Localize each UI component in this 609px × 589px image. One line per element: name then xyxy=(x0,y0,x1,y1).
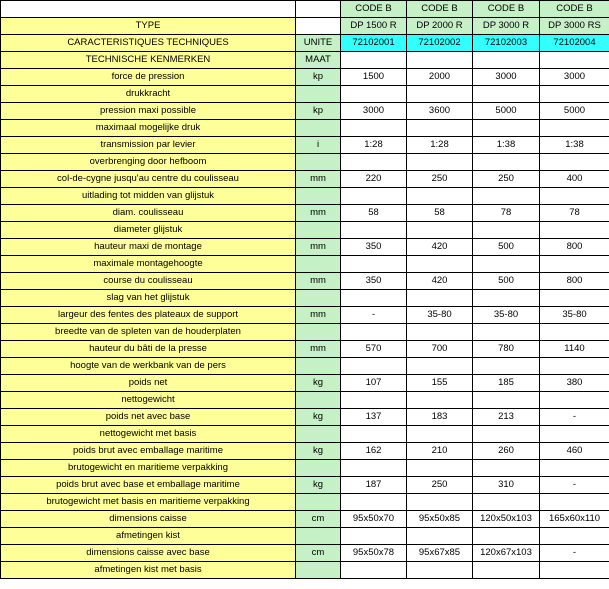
spec-row xyxy=(1,205,609,222)
ref-cell-4: 72102004 xyxy=(540,35,609,52)
spec-value-3: 185 xyxy=(473,375,540,392)
spec-label: uitlading tot midden van glijstuk xyxy=(1,188,296,205)
spec-value-1 xyxy=(341,154,407,171)
spec-value-4 xyxy=(540,426,609,443)
spec-value-2: 250 xyxy=(407,477,473,494)
spec-value-2: 420 xyxy=(407,273,473,290)
spec-value-2: 95x67x85 xyxy=(407,545,473,562)
spec-value-2 xyxy=(407,256,473,273)
spec-value-3: 250 xyxy=(473,171,540,188)
spec-value-1 xyxy=(341,324,407,341)
spec-value-4 xyxy=(540,324,609,341)
spec-value-1: 220 xyxy=(341,171,407,188)
type-cell-3: DP 3000 R xyxy=(473,18,540,35)
spec-row xyxy=(1,545,609,562)
spec-value-2: 420 xyxy=(407,239,473,256)
spec-value-2 xyxy=(407,528,473,545)
spec-unit xyxy=(296,528,341,545)
spec-value-1 xyxy=(341,222,407,239)
unit-nl-header: MAAT xyxy=(296,52,341,69)
spec-value-4: - xyxy=(540,409,609,426)
spec-value-1 xyxy=(341,528,407,545)
spec-row xyxy=(1,137,609,154)
spec-value-1 xyxy=(341,86,407,103)
spec-label: nettogewicht xyxy=(1,392,296,409)
spec-row xyxy=(1,307,609,324)
spec-unit xyxy=(296,460,341,477)
spec-label: nettogewicht met basis xyxy=(1,426,296,443)
spec-label: afmetingen kist met basis xyxy=(1,562,296,579)
spec-value-2: 210 xyxy=(407,443,473,460)
spec-unit xyxy=(296,562,341,579)
spec-unit: kg xyxy=(296,409,341,426)
spec-row xyxy=(1,511,609,528)
spec-value-3: 5000 xyxy=(473,103,540,120)
code-cell-1: CODE B xyxy=(341,1,407,18)
spec-row xyxy=(1,494,609,511)
spec-row xyxy=(1,443,609,460)
tech-nl-label: TECHNISCHE KENMERKEN xyxy=(1,52,296,69)
code-cell-2: CODE B xyxy=(407,1,473,18)
spec-value-3: 3000 xyxy=(473,69,540,86)
spec-row xyxy=(1,154,609,171)
spec-value-3 xyxy=(473,86,540,103)
spec-value-3 xyxy=(473,562,540,579)
spec-unit xyxy=(296,256,341,273)
spec-value-4 xyxy=(540,222,609,239)
spec-unit xyxy=(296,86,341,103)
ref-cell-3: 72102003 xyxy=(473,35,540,52)
spec-unit xyxy=(296,392,341,409)
spec-value-2: 95x50x85 xyxy=(407,511,473,528)
spec-label: course du coulisseau xyxy=(1,273,296,290)
spec-value-1 xyxy=(341,188,407,205)
tech-fr-row xyxy=(1,35,609,52)
spec-value-2 xyxy=(407,494,473,511)
spec-row xyxy=(1,358,609,375)
spec-label: poids net xyxy=(1,375,296,392)
spec-value-3: 120x67x103 xyxy=(473,545,540,562)
spec-row xyxy=(1,120,609,137)
spec-value-1: 350 xyxy=(341,273,407,290)
spec-value-2 xyxy=(407,290,473,307)
spec-value-3: 120x50x103 xyxy=(473,511,540,528)
spec-unit xyxy=(296,120,341,137)
spec-row xyxy=(1,273,609,290)
spec-value-2 xyxy=(407,120,473,137)
tech-nl-cell-4 xyxy=(540,52,609,69)
spec-row xyxy=(1,290,609,307)
spec-value-4: 800 xyxy=(540,239,609,256)
code-row-unit-cell xyxy=(296,1,341,18)
spec-unit: kg xyxy=(296,375,341,392)
spec-unit: mm xyxy=(296,205,341,222)
spec-value-1: 1:28 xyxy=(341,137,407,154)
spec-value-3 xyxy=(473,528,540,545)
spec-unit: mm xyxy=(296,239,341,256)
type-unit-cell xyxy=(296,18,341,35)
spec-value-2: 1:28 xyxy=(407,137,473,154)
spec-unit: mm xyxy=(296,307,341,324)
spec-value-3 xyxy=(473,222,540,239)
spec-value-4: 3000 xyxy=(540,69,609,86)
spec-label: poids net avec base xyxy=(1,409,296,426)
spec-value-3 xyxy=(473,324,540,341)
spec-row xyxy=(1,239,609,256)
spec-value-4 xyxy=(540,154,609,171)
spec-value-3 xyxy=(473,188,540,205)
unit-fr-header: UNITE xyxy=(296,35,341,52)
spec-row xyxy=(1,375,609,392)
spec-value-1 xyxy=(341,120,407,137)
spec-value-1 xyxy=(341,494,407,511)
spec-unit: mm xyxy=(296,171,341,188)
code-row-label-cell xyxy=(1,1,296,18)
spec-unit: kp xyxy=(296,103,341,120)
spec-value-4: - xyxy=(540,545,609,562)
type-cell-1: DP 1500 R xyxy=(341,18,407,35)
spec-label: hauteur maxi de montage xyxy=(1,239,296,256)
spec-value-3 xyxy=(473,120,540,137)
spec-label: drukkracht xyxy=(1,86,296,103)
spec-value-2 xyxy=(407,392,473,409)
spec-value-2 xyxy=(407,562,473,579)
ref-cell-2: 72102002 xyxy=(407,35,473,52)
spec-unit xyxy=(296,324,341,341)
type-cell-4: DP 3000 RS xyxy=(540,18,609,35)
spec-value-1 xyxy=(341,426,407,443)
spec-label: largeur des fentes des plateaux de support xyxy=(1,307,296,324)
spec-value-3: 78 xyxy=(473,205,540,222)
spec-value-2 xyxy=(407,324,473,341)
spec-value-1: 162 xyxy=(341,443,407,460)
tech-nl-cell-2 xyxy=(407,52,473,69)
spec-label: dimensions caisse xyxy=(1,511,296,528)
spec-unit: kg xyxy=(296,443,341,460)
spec-value-2: 155 xyxy=(407,375,473,392)
spec-row xyxy=(1,528,609,545)
spec-row xyxy=(1,460,609,477)
spec-unit xyxy=(296,154,341,171)
ref-cell-1: 72102001 xyxy=(341,35,407,52)
code-cell-3: CODE B xyxy=(473,1,540,18)
spec-value-2 xyxy=(407,222,473,239)
spec-value-3 xyxy=(473,154,540,171)
spec-value-4: 1:38 xyxy=(540,137,609,154)
spec-label: diam. coulisseau xyxy=(1,205,296,222)
spec-value-4 xyxy=(540,256,609,273)
spec-value-4: 5000 xyxy=(540,103,609,120)
spec-row xyxy=(1,188,609,205)
spec-value-4: 35-80 xyxy=(540,307,609,324)
spec-value-3: 213 xyxy=(473,409,540,426)
spec-value-3 xyxy=(473,256,540,273)
spec-row xyxy=(1,562,609,579)
spec-value-1: 95x50x70 xyxy=(341,511,407,528)
spec-value-2 xyxy=(407,358,473,375)
spec-unit: cm xyxy=(296,545,341,562)
spec-label: maximale montagehoogte xyxy=(1,256,296,273)
spec-unit xyxy=(296,188,341,205)
spec-value-4: 400 xyxy=(540,171,609,188)
spec-row xyxy=(1,341,609,358)
spec-value-2 xyxy=(407,154,473,171)
spec-value-4 xyxy=(540,86,609,103)
spec-value-4: 380 xyxy=(540,375,609,392)
spec-value-4: 78 xyxy=(540,205,609,222)
spec-value-3 xyxy=(473,460,540,477)
spec-label: pression maxi possible xyxy=(1,103,296,120)
spec-label: diameter glijstuk xyxy=(1,222,296,239)
spec-row xyxy=(1,409,609,426)
spec-value-3 xyxy=(473,494,540,511)
spec-row xyxy=(1,171,609,188)
spec-value-1 xyxy=(341,460,407,477)
spec-label: slag van het glijstuk xyxy=(1,290,296,307)
spec-label: brutogewicht en maritieme verpakking xyxy=(1,460,296,477)
spec-value-3 xyxy=(473,392,540,409)
spec-value-3: 1:38 xyxy=(473,137,540,154)
spec-unit: kp xyxy=(296,69,341,86)
spec-label: hauteur du bâti de la presse xyxy=(1,341,296,358)
spec-value-2 xyxy=(407,426,473,443)
spec-unit: mm xyxy=(296,273,341,290)
spec-value-4 xyxy=(540,494,609,511)
spec-value-1 xyxy=(341,290,407,307)
spec-row xyxy=(1,392,609,409)
spec-value-4: 165x60x110 xyxy=(540,511,609,528)
spec-value-1: 137 xyxy=(341,409,407,426)
spec-label: dimensions caisse avec base xyxy=(1,545,296,562)
spec-unit: kg xyxy=(296,477,341,494)
spec-row xyxy=(1,477,609,494)
type-cell-2: DP 2000 R xyxy=(407,18,473,35)
spec-value-2 xyxy=(407,188,473,205)
spec-label: brutogewicht met basis en maritieme verpakking xyxy=(1,494,296,511)
spec-value-3: 500 xyxy=(473,239,540,256)
type-row xyxy=(1,18,609,35)
spec-value-2: 3600 xyxy=(407,103,473,120)
spec-value-1 xyxy=(341,358,407,375)
spec-row xyxy=(1,69,609,86)
code-cell-4: CODE B xyxy=(540,1,609,18)
spec-label: col-de-cygne jusqu'au centre du coulisseau xyxy=(1,171,296,188)
spec-value-2: 700 xyxy=(407,341,473,358)
spec-unit: cm xyxy=(296,511,341,528)
spec-label: breedte van de spleten van de houderplaten xyxy=(1,324,296,341)
spec-label: afmetingen kist xyxy=(1,528,296,545)
spec-unit xyxy=(296,290,341,307)
tech-nl-row xyxy=(1,52,609,69)
spec-value-1: 1500 xyxy=(341,69,407,86)
spec-value-2: 183 xyxy=(407,409,473,426)
spec-value-1: - xyxy=(341,307,407,324)
spec-row xyxy=(1,103,609,120)
spec-unit xyxy=(296,358,341,375)
spec-value-4 xyxy=(540,290,609,307)
spec-row xyxy=(1,222,609,239)
spec-table-body xyxy=(1,1,609,579)
spec-unit xyxy=(296,222,341,239)
spec-value-4: 460 xyxy=(540,443,609,460)
spec-value-1: 570 xyxy=(341,341,407,358)
spec-label: hoogte van de werkbank van de pers xyxy=(1,358,296,375)
spec-row xyxy=(1,86,609,103)
spec-row xyxy=(1,324,609,341)
code-row xyxy=(1,1,609,18)
type-label: TYPE xyxy=(1,18,296,35)
spec-unit xyxy=(296,494,341,511)
spec-value-2: 35-80 xyxy=(407,307,473,324)
spec-value-3 xyxy=(473,426,540,443)
spec-value-2 xyxy=(407,86,473,103)
spec-unit: mm xyxy=(296,341,341,358)
spec-label: poids brut avec base et emballage maritime xyxy=(1,477,296,494)
spec-value-4: - xyxy=(540,477,609,494)
spec-value-2: 58 xyxy=(407,205,473,222)
spec-value-1: 95x50x78 xyxy=(341,545,407,562)
spec-value-3 xyxy=(473,290,540,307)
spec-label: poids brut avec emballage maritime xyxy=(1,443,296,460)
tech-fr-label: CARACTERISTIQUES TECHNIQUES xyxy=(1,35,296,52)
spec-value-4 xyxy=(540,528,609,545)
spec-value-4 xyxy=(540,562,609,579)
spec-label: overbrenging door hefboom xyxy=(1,154,296,171)
spec-value-1 xyxy=(341,256,407,273)
spec-value-1: 350 xyxy=(341,239,407,256)
spec-value-1: 58 xyxy=(341,205,407,222)
spec-value-4 xyxy=(540,460,609,477)
spec-value-3: 310 xyxy=(473,477,540,494)
tech-nl-cell-3 xyxy=(473,52,540,69)
spec-value-1: 3000 xyxy=(341,103,407,120)
spec-value-4: 1140 xyxy=(540,341,609,358)
spec-unit: i xyxy=(296,137,341,154)
spec-value-1 xyxy=(341,562,407,579)
spec-value-3: 35-80 xyxy=(473,307,540,324)
spec-value-4 xyxy=(540,358,609,375)
spec-value-3 xyxy=(473,358,540,375)
spec-row xyxy=(1,426,609,443)
spec-value-3: 780 xyxy=(473,341,540,358)
spec-label: force de pression xyxy=(1,69,296,86)
spec-value-1 xyxy=(341,392,407,409)
spec-value-4 xyxy=(540,392,609,409)
spec-value-4 xyxy=(540,120,609,137)
spec-row xyxy=(1,256,609,273)
spec-value-1: 187 xyxy=(341,477,407,494)
spec-value-2: 2000 xyxy=(407,69,473,86)
spec-value-4 xyxy=(540,188,609,205)
tech-nl-cell-1 xyxy=(341,52,407,69)
spec-value-3: 500 xyxy=(473,273,540,290)
spec-label: maximaal mogelijke druk xyxy=(1,120,296,137)
spec-value-1: 107 xyxy=(341,375,407,392)
spec-value-2 xyxy=(407,460,473,477)
spec-value-2: 250 xyxy=(407,171,473,188)
spec-value-3: 260 xyxy=(473,443,540,460)
spec-value-4: 800 xyxy=(540,273,609,290)
spec-unit xyxy=(296,426,341,443)
spec-label: transmission par levier xyxy=(1,137,296,154)
